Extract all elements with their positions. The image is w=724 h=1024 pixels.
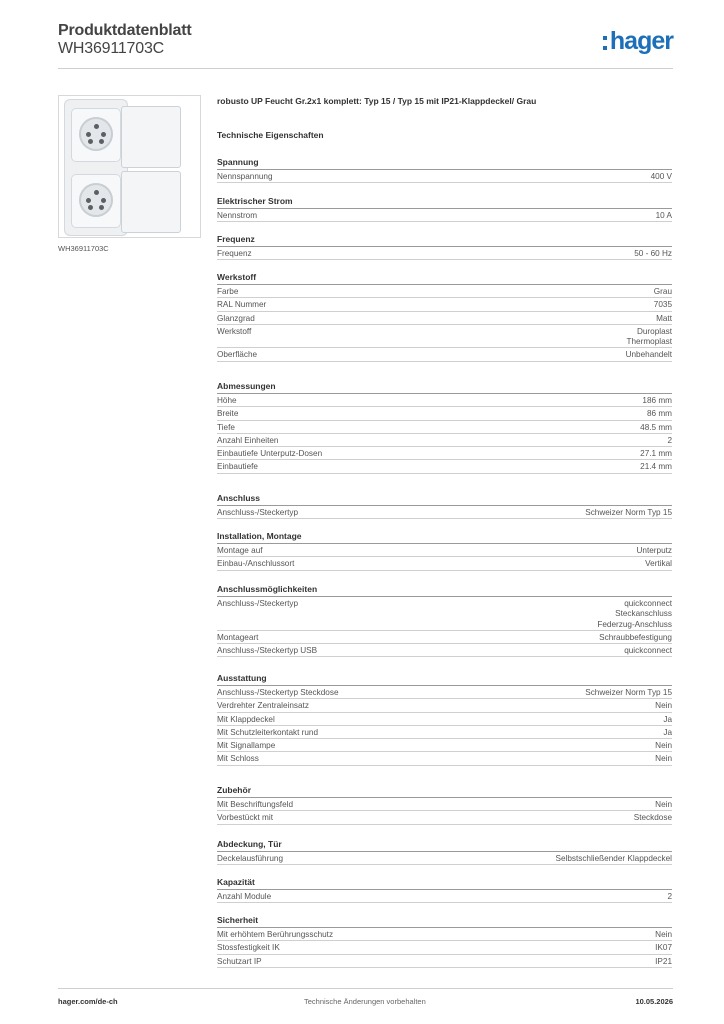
property-label: Nennspannung: [217, 172, 273, 181]
technical-properties-title: Technische Eigenschaften: [217, 130, 324, 140]
product-name: robusto UP Feucht Gr.2x1 komplett: Typ 15 / Typ 15 mit IP21-Klappdeckel/ Grau: [217, 96, 537, 106]
property-label: Deckelausführung: [217, 854, 283, 863]
document-title: Produktdatenblatt: [58, 22, 192, 39]
property-label: Vorbestückt mit: [217, 813, 273, 823]
property-value: Nein: [655, 741, 672, 751]
property-row: [217, 941, 672, 954]
property-value: 2: [667, 435, 672, 445]
socket-cover-bottom-icon: [121, 171, 181, 233]
property-row: [217, 955, 672, 968]
property-value: Nein: [655, 930, 672, 939]
property-group: [217, 272, 672, 362]
property-row: [217, 739, 672, 752]
footer-note: Technische Änderungen vorbehalten: [304, 997, 426, 1006]
property-row: [217, 644, 672, 657]
product-image: [58, 95, 201, 238]
property-value: quickconnect Steckanschluss Federzug-Anschluss: [597, 599, 672, 629]
property-row: [217, 852, 672, 865]
property-value: Nein: [655, 754, 672, 764]
property-row: [217, 447, 672, 460]
group-title: Spannung: [217, 157, 672, 170]
header-divider: [58, 68, 673, 69]
property-value: 48.5 mm: [640, 422, 672, 432]
group-title: Installation, Montage: [217, 531, 672, 544]
property-row: [217, 407, 672, 420]
property-value: 27.1 mm: [640, 449, 672, 459]
property-label: Einbau-/Anschlussort: [217, 559, 295, 569]
property-value: Nein: [655, 800, 672, 809]
property-value: Matt: [656, 313, 672, 323]
property-label: Frequenz: [217, 249, 252, 258]
property-label: Mit Signallampe: [217, 741, 276, 751]
group-title: Ausstattung: [217, 673, 672, 686]
property-label: Anzahl Einheiten: [217, 435, 279, 445]
group-title: Sicherheit: [217, 915, 672, 928]
product-code: WH36911703C: [58, 40, 165, 57]
property-value: Nein: [655, 701, 672, 711]
property-label: Stossfestigkeit IK: [217, 943, 280, 953]
property-value: IP21: [655, 956, 672, 966]
property-row: [217, 348, 672, 361]
group-title: Frequenz: [217, 234, 672, 247]
hager-logo: [603, 26, 673, 56]
property-row: [217, 699, 672, 712]
footer-date: 10.05.2026: [635, 997, 673, 1006]
property-value: quickconnect: [624, 646, 672, 656]
property-label: Anschluss-/Steckertyp: [217, 599, 298, 608]
property-label: Verdrehter Zentraleinsatz: [217, 701, 309, 711]
property-value: Duroplast Thermoplast: [626, 326, 672, 347]
property-label: Farbe: [217, 287, 239, 296]
property-label: Werkstoff: [217, 326, 252, 336]
property-group: [217, 157, 672, 183]
property-value: 7035: [653, 300, 672, 310]
property-label: Mit Klappdeckel: [217, 714, 275, 724]
property-value: Schweizer Norm Typ 15: [585, 508, 672, 517]
property-row: [217, 460, 672, 473]
property-label: Anzahl Module: [217, 892, 272, 901]
property-value: 2: [667, 892, 672, 901]
property-group: [217, 381, 672, 474]
property-row: [217, 421, 672, 434]
property-label: Glanzgrad: [217, 313, 255, 323]
property-value: 400 V: [650, 172, 672, 181]
property-value: Steckdose: [633, 813, 672, 823]
property-value: Grau: [653, 287, 672, 296]
property-label: Mit Schutzleiterkontakt rund: [217, 727, 319, 737]
property-row: [217, 597, 672, 631]
property-row: [217, 544, 672, 557]
group-title: Anschlussmöglichkeiten: [217, 584, 672, 597]
property-label: Mit erhöhtem Berührungsschutz: [217, 930, 334, 939]
property-label: Anschluss-/Steckertyp USB: [217, 646, 318, 656]
logo-colon-icon: [603, 36, 607, 50]
property-label: Mit Beschriftungsfeld: [217, 800, 293, 809]
property-label: Breite: [217, 409, 239, 419]
property-label: Anschluss-/Steckertyp: [217, 508, 298, 517]
property-label: Montage auf: [217, 546, 263, 555]
property-row: [217, 298, 672, 311]
property-row: [217, 557, 672, 570]
property-label: Einbautiefe Unterputz-Dosen: [217, 449, 323, 459]
property-row: [217, 247, 672, 260]
property-row: [217, 713, 672, 726]
property-label: Nennstrom: [217, 211, 258, 220]
group-title: Abmessungen: [217, 381, 672, 394]
group-title: Zubehör: [217, 785, 672, 798]
property-row: [217, 434, 672, 447]
property-label: Tiefe: [217, 422, 235, 432]
property-value: Schweizer Norm Typ 15: [585, 688, 672, 697]
property-value: Vertikal: [645, 559, 672, 569]
socket-bottom-icon: [71, 174, 121, 228]
group-title: Werkstoff: [217, 272, 672, 285]
property-row: [217, 798, 672, 811]
property-row: [217, 506, 672, 519]
property-label: Mit Schloss: [217, 754, 259, 764]
property-value: 186 mm: [642, 396, 672, 405]
footer-website[interactable]: hager.com/de-ch: [58, 997, 118, 1006]
property-value: 10 A: [655, 211, 672, 220]
property-value: 50 - 60 Hz: [634, 249, 672, 258]
property-label: Einbautiefe: [217, 462, 258, 472]
property-row: [217, 325, 672, 349]
property-row: [217, 631, 672, 644]
property-row: [217, 811, 672, 824]
property-value: Selbstschließender Klappdeckel: [555, 854, 672, 863]
socket-housing-icon: [65, 100, 127, 235]
property-label: Montageart: [217, 632, 259, 642]
property-value: Unterputz: [636, 546, 672, 555]
property-row: [217, 170, 672, 183]
page-header: [58, 22, 673, 68]
property-row: [217, 726, 672, 739]
property-row: [217, 686, 672, 699]
property-label: RAL Nummer: [217, 300, 267, 310]
property-value: Ja: [663, 714, 672, 724]
socket-top-icon: [71, 108, 121, 162]
property-group: [217, 584, 672, 657]
logo-text: hager: [609, 26, 673, 55]
product-image-caption: WH36911703C: [58, 244, 109, 253]
property-row: [217, 209, 672, 222]
property-group: [217, 531, 672, 571]
property-value: Ja: [663, 727, 672, 737]
property-group: [217, 877, 672, 903]
socket-cover-top-icon: [121, 106, 181, 168]
property-value: 21.4 mm: [640, 462, 672, 472]
property-label: Oberfläche: [217, 350, 258, 360]
property-label: Anschluss-/Steckertyp Steckdose: [217, 688, 339, 697]
property-group: [217, 839, 672, 865]
property-group: [217, 915, 672, 968]
property-group: [217, 493, 672, 519]
property-value: 86 mm: [646, 409, 672, 419]
property-value: Schraubbefestigung: [599, 632, 672, 642]
property-row: [217, 890, 672, 903]
property-value: Unbehandelt: [625, 350, 672, 360]
footer-divider: [58, 988, 673, 989]
property-row: [217, 285, 672, 298]
property-group: [217, 196, 672, 222]
property-value: IK07: [655, 943, 672, 953]
property-row: [217, 752, 672, 765]
property-row: [217, 312, 672, 325]
group-title: Kapazität: [217, 877, 672, 890]
group-title: Abdeckung, Tür: [217, 839, 672, 852]
property-group: [217, 673, 672, 766]
property-group: [217, 785, 672, 825]
property-label: Schutzart IP: [217, 956, 262, 966]
property-label: Höhe: [217, 396, 237, 405]
group-title: Elektrischer Strom: [217, 196, 672, 209]
property-row: [217, 928, 672, 941]
group-title: Anschluss: [217, 493, 672, 506]
property-row: [217, 394, 672, 407]
property-group: [217, 234, 672, 260]
